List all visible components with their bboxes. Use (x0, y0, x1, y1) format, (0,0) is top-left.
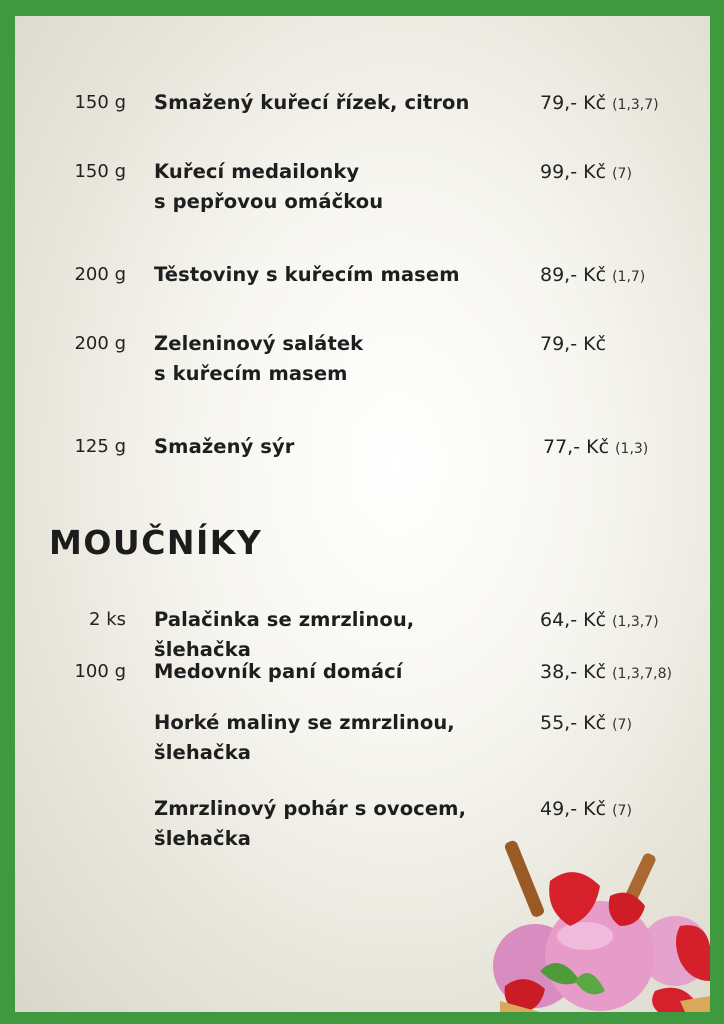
item-price: 55,- Kč (7) (540, 712, 632, 734)
item-name: Smažený kuřecí řízek, citron (154, 91, 470, 114)
item-name: Smažený sýr (154, 435, 295, 458)
item-quantity: 2 ks (89, 609, 126, 630)
item-allergens: (7) (612, 166, 632, 182)
item-allergens: (1,3) (615, 441, 649, 457)
item-price: 99,- Kč (7) (540, 161, 632, 183)
item-name: Těstoviny s kuřecím masem (154, 263, 460, 286)
item-quantity: 150 g (74, 161, 126, 182)
item-allergens: (1,3,7,8) (612, 666, 672, 682)
item-allergens: (7) (612, 803, 632, 819)
item-name: Kuřecí medailonky s pepřovou omáčkou (154, 160, 384, 213)
item-price: 77,- Kč (1,3) (543, 436, 649, 458)
item-price: 64,- Kč (1,3,7) (540, 609, 659, 631)
item-allergens: (7) (612, 717, 632, 733)
item-quantity: 200 g (74, 333, 126, 354)
item-allergens: (1,3,7) (612, 614, 659, 630)
item-name: Palačinka se zmrzlinou, šlehačka (154, 608, 415, 661)
section-heading: MOUČNÍKY (49, 523, 263, 562)
item-name: Zeleninový salátek s kuřecím masem (154, 332, 364, 385)
ice-cream-sundae-icon (480, 831, 710, 1012)
item-price: 79,- Kč (1,3,7) (540, 92, 659, 114)
item-price: 49,- Kč (7) (540, 798, 632, 820)
item-quantity: 100 g (74, 661, 126, 682)
item-quantity: 125 g (74, 436, 126, 457)
item-quantity: 150 g (74, 92, 126, 113)
item-name: Medovník paní domácí (154, 660, 403, 683)
item-price: 79,- Kč (540, 333, 607, 355)
item-name: Horké maliny se zmrzlinou, šlehačka (154, 711, 455, 764)
item-price: 89,- Kč (1,7) (540, 264, 646, 286)
item-allergens: (1,3,7) (612, 97, 659, 113)
item-allergens: (1,7) (612, 269, 646, 285)
item-quantity: 200 g (74, 264, 126, 285)
item-name: Zmrzlinový pohár s ovocem, šlehačka (154, 797, 467, 850)
menu-card (15, 16, 710, 1012)
item-price: 38,- Kč (1,3,7,8) (540, 661, 672, 683)
